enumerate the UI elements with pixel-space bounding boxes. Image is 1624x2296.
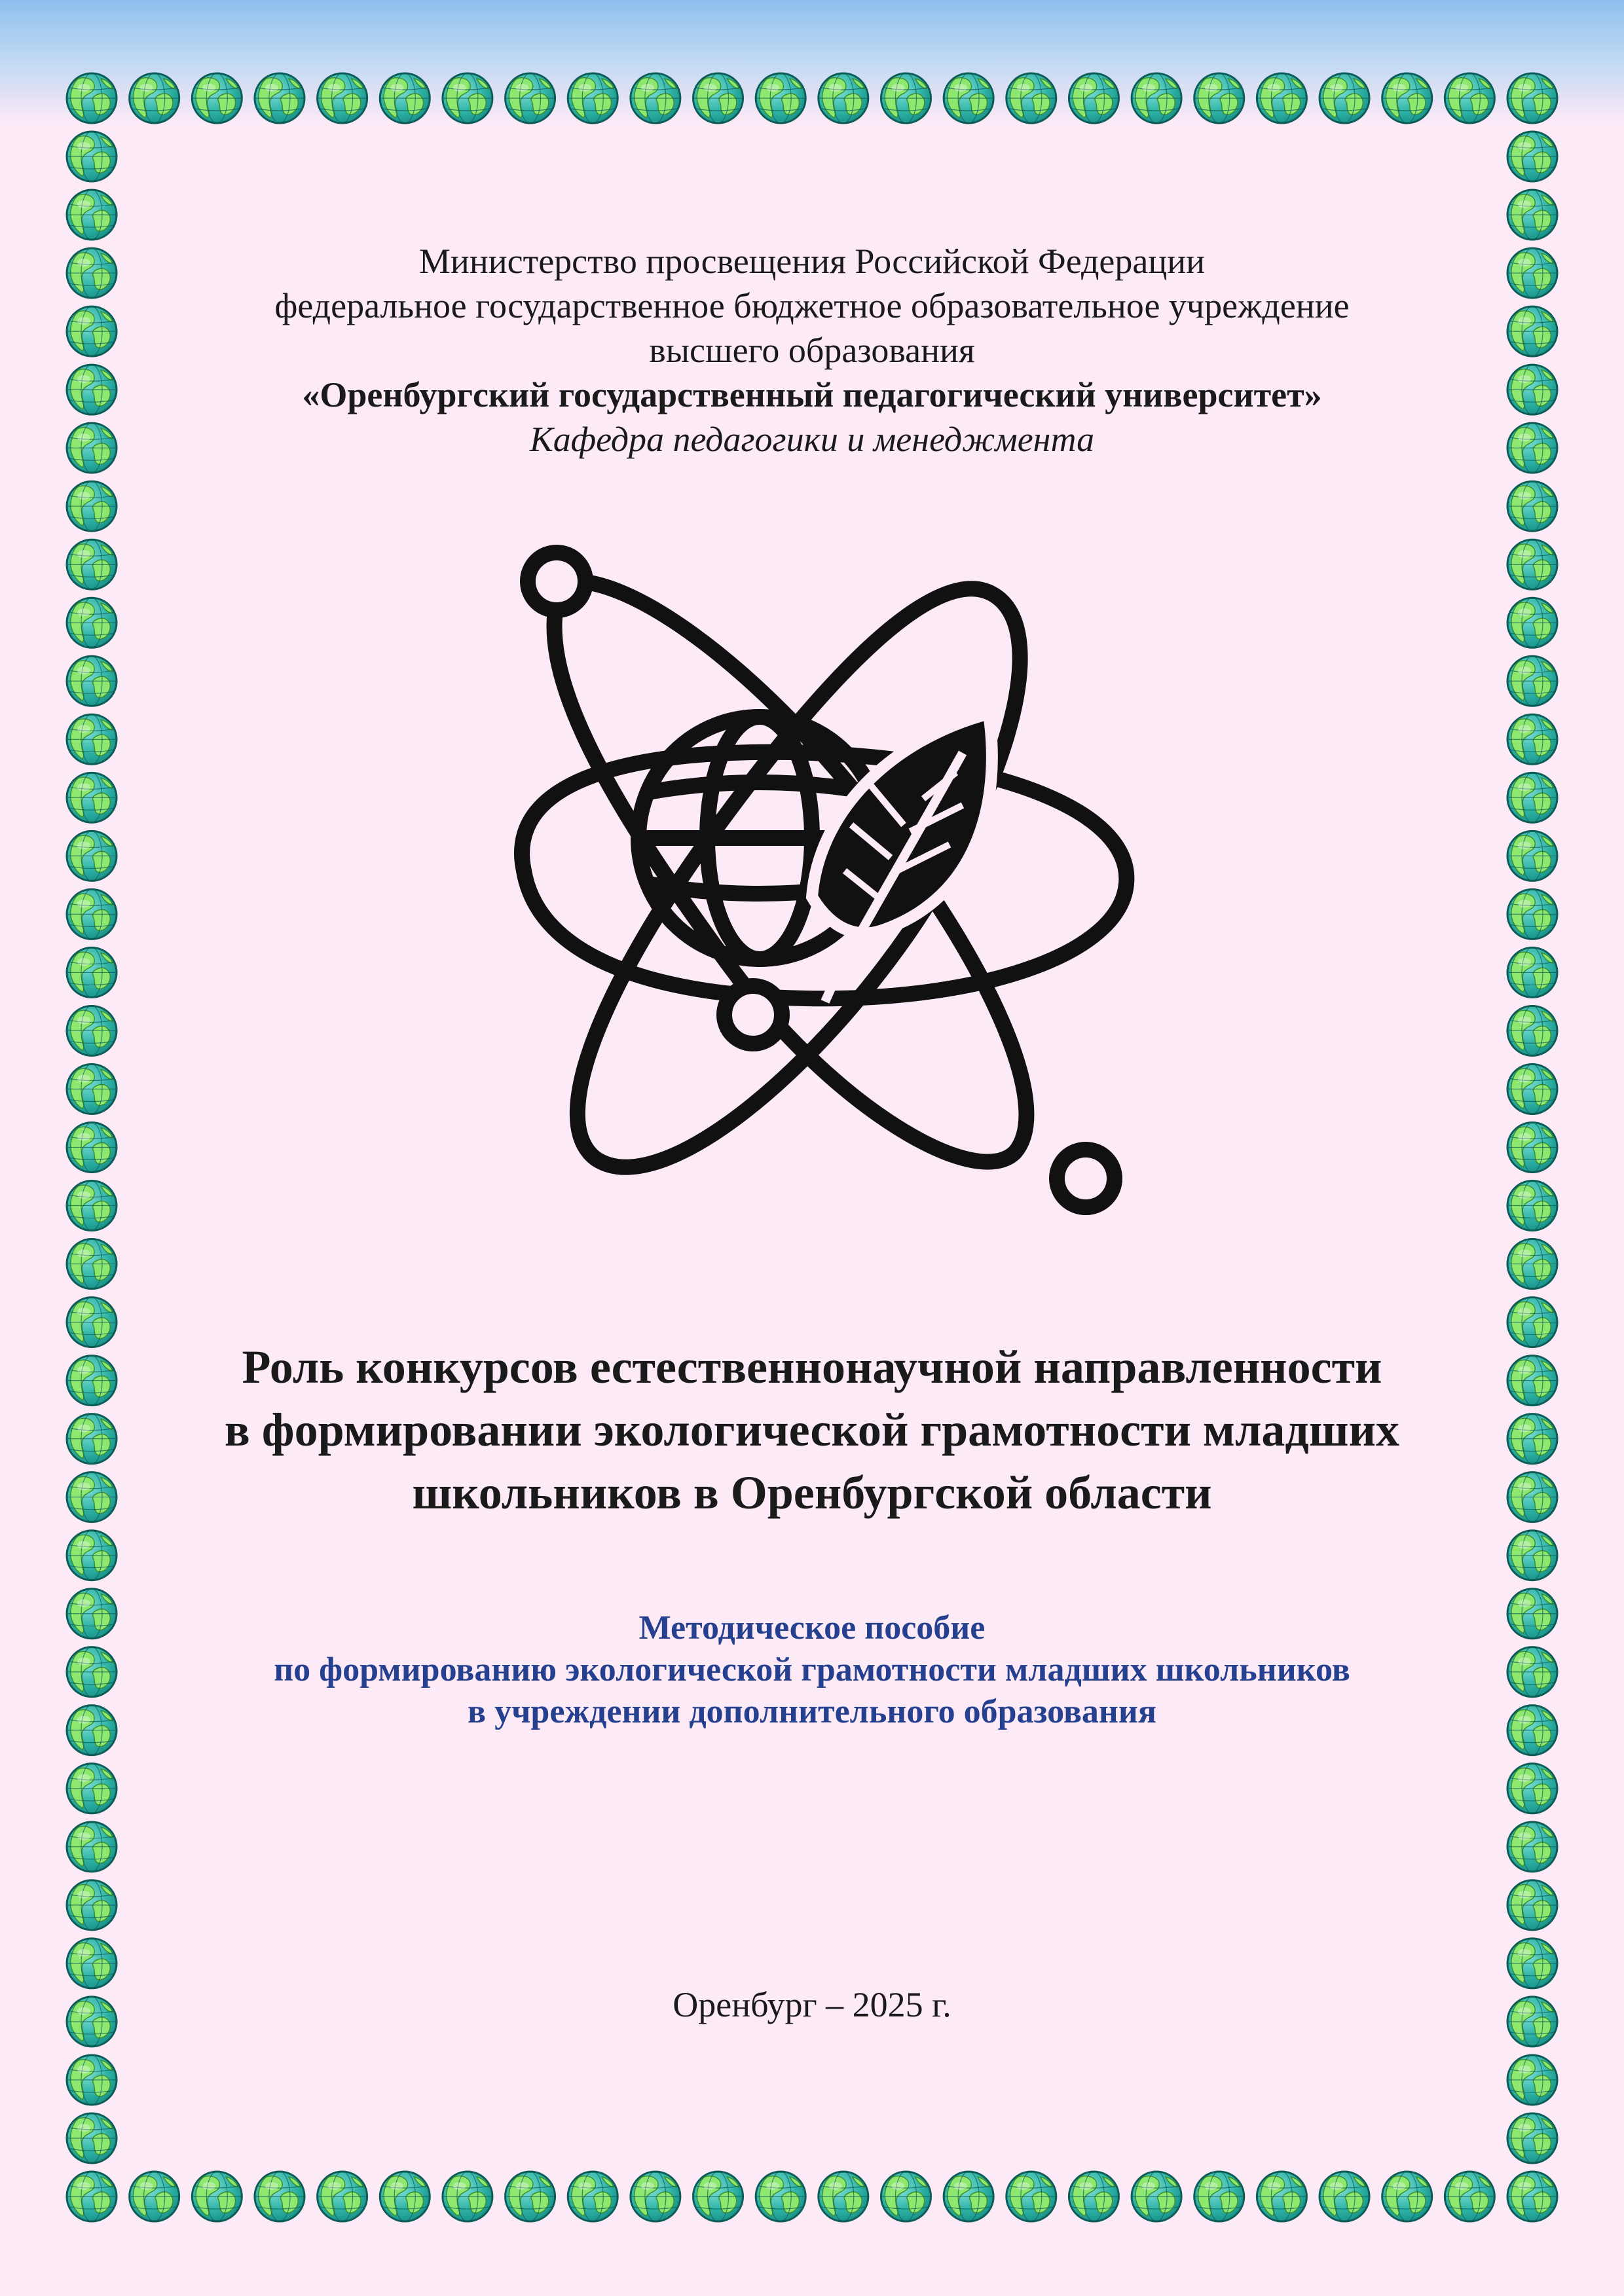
globe-icon [67, 73, 117, 123]
globe-icon [67, 1414, 117, 1464]
globe-icon [1507, 2172, 1557, 2221]
globe-icon [1507, 1764, 1557, 1813]
globe-icon [1507, 1006, 1557, 1055]
globe-icon [1507, 423, 1557, 473]
globe-icon [1069, 73, 1118, 123]
globe-icon [67, 539, 117, 589]
globe-icon [255, 2172, 304, 2221]
globe-icon [1507, 1472, 1557, 1522]
globe-icon [1507, 1181, 1557, 1231]
institution-type-line2: высшего образования [649, 331, 975, 370]
title-line-3: школьников в Оренбургской области [412, 1467, 1212, 1519]
globe-icon [1507, 831, 1557, 881]
department-name: Кафедра педагогики и менеджмента [529, 420, 1095, 459]
title-line-1: Роль конкурсов естественнонаучной направленности [242, 1341, 1382, 1393]
globe-icon [1507, 714, 1557, 764]
institution-type-line1: федеральное государственное бюджетное образовательное учреждение [274, 286, 1350, 325]
globe-icon [67, 1939, 117, 1988]
globe-icon [1507, 132, 1557, 181]
ministry-name: Министерство просвещения Российской Федерации [418, 242, 1206, 281]
globe-icon [67, 1764, 117, 1813]
globe-icon [756, 2172, 805, 2221]
globe-icon [67, 773, 117, 822]
globe-icon [1507, 481, 1557, 531]
globe-icon [130, 73, 179, 123]
globe-icon [67, 1822, 117, 1872]
globe-icon [67, 1298, 117, 1347]
globe-icon [944, 2172, 993, 2221]
atom-globe-leaf-icon [478, 504, 1146, 1264]
globe-icon [1507, 1531, 1557, 1580]
globe-icon [443, 2172, 492, 2221]
globe-icon [67, 889, 117, 939]
globe-icon [1507, 889, 1557, 939]
globe-icon [568, 73, 618, 123]
title-line-2: в формировании экологической грамотности младших [224, 1404, 1400, 1456]
globe-icon [67, 423, 117, 473]
globe-icon [67, 248, 117, 298]
globe-icon [1507, 1298, 1557, 1347]
globe-icon [631, 73, 680, 123]
globe-icon [67, 1356, 117, 1406]
globe-icon [1507, 73, 1557, 123]
globe-icon [67, 306, 117, 356]
globe-icon [67, 1997, 117, 2047]
globe-icon [67, 1472, 117, 1522]
globe-icon [1507, 773, 1557, 822]
globe-icon [67, 831, 117, 881]
globe-icon [1507, 1997, 1557, 2047]
globe-icon [67, 2172, 117, 2221]
globe-icon [443, 73, 492, 123]
globe-icon [380, 73, 430, 123]
globe-icon [67, 1181, 117, 1231]
globe-icon [506, 73, 555, 123]
globe-icon [819, 2172, 868, 2221]
globe-icon [1445, 2172, 1494, 2221]
globe-icon [1507, 1239, 1557, 1289]
globe-icon [192, 73, 242, 123]
university-name: «Оренбургский государственный педагогический университет» [302, 375, 1322, 414]
globe-icon [506, 2172, 555, 2221]
globe-icon [67, 481, 117, 531]
globe-icon [1507, 1705, 1557, 1755]
globe-icon [1507, 1064, 1557, 1114]
globe-icon [1507, 947, 1557, 997]
globe-icon [1507, 248, 1557, 298]
globe-icon [67, 2055, 117, 2105]
globe-icon [255, 73, 304, 123]
globe-icon [67, 1006, 117, 1055]
globe-icon [67, 947, 117, 997]
globe-icon [1507, 1880, 1557, 1930]
globe-icon [67, 365, 117, 414]
globe-icon [67, 1647, 117, 1697]
globe-icon [1507, 1356, 1557, 1406]
globe-icon [1257, 2172, 1306, 2221]
globe-icon [1194, 2172, 1244, 2221]
globe-icon [1507, 539, 1557, 589]
globe-icon [1507, 598, 1557, 647]
globe-icon [67, 1705, 117, 1755]
globe-icon [130, 2172, 179, 2221]
city-year: Оренбург – 2025 г. [673, 1985, 951, 2024]
globe-icon [881, 2172, 931, 2221]
globe-icon [756, 73, 805, 123]
globe-icon [67, 1064, 117, 1114]
globe-icon [318, 73, 367, 123]
globe-icon [1507, 1123, 1557, 1173]
globe-icon [318, 2172, 367, 2221]
globe-icon [67, 1880, 117, 1930]
globe-icon [1507, 1414, 1557, 1464]
globe-icon [944, 73, 993, 123]
globe-icon [67, 190, 117, 240]
globe-icon [67, 132, 117, 181]
globe-icon [1194, 73, 1244, 123]
header-block [196, 239, 1428, 462]
globe-icon [819, 73, 868, 123]
document-title [164, 1336, 1460, 1524]
globe-icon [1006, 2172, 1056, 2221]
globe-icon [67, 1239, 117, 1289]
subtitle-line-2: по формированию экологической грамотности младших школьников [274, 1651, 1350, 1688]
globe-icon [1069, 2172, 1118, 2221]
globe-icon [1445, 73, 1494, 123]
globe-icon [67, 714, 117, 764]
globe-icon [67, 656, 117, 706]
globe-icon [1507, 656, 1557, 706]
globe-icon [1507, 1647, 1557, 1697]
globe-icon [67, 1123, 117, 1173]
globe-icon [67, 1531, 117, 1580]
globe-icon [192, 2172, 242, 2221]
globe-icon [1382, 73, 1432, 123]
globe-icon [1132, 2172, 1181, 2221]
globe-icon [1382, 2172, 1432, 2221]
globe-icon [67, 2113, 117, 2163]
globe-icon [1507, 190, 1557, 240]
globe-icon [1507, 306, 1557, 356]
document-subtitle [164, 1607, 1460, 1733]
globe-icon [881, 73, 931, 123]
globe-icon [380, 2172, 430, 2221]
globe-icon [1507, 2055, 1557, 2105]
subtitle-line-1: Методическое пособие [638, 1609, 986, 1647]
globe-icon [1507, 1822, 1557, 1872]
globe-icon [1507, 365, 1557, 414]
globe-icon [1507, 2113, 1557, 2163]
globe-icon [693, 73, 743, 123]
globe-icon [1006, 73, 1056, 123]
globe-icon [1320, 73, 1369, 123]
globe-icon [1507, 1589, 1557, 1639]
globe-icon [67, 1589, 117, 1639]
globe-icon [1132, 73, 1181, 123]
globe-icon [693, 2172, 743, 2221]
subtitle-line-3: в учреждении дополнительного образования [468, 1693, 1156, 1730]
globe-icon [1320, 2172, 1369, 2221]
globe-icon [1257, 73, 1306, 123]
globe-icon [568, 2172, 618, 2221]
globe-icon [1507, 1939, 1557, 1988]
globe-icon [631, 2172, 680, 2221]
globe-icon [67, 598, 117, 647]
